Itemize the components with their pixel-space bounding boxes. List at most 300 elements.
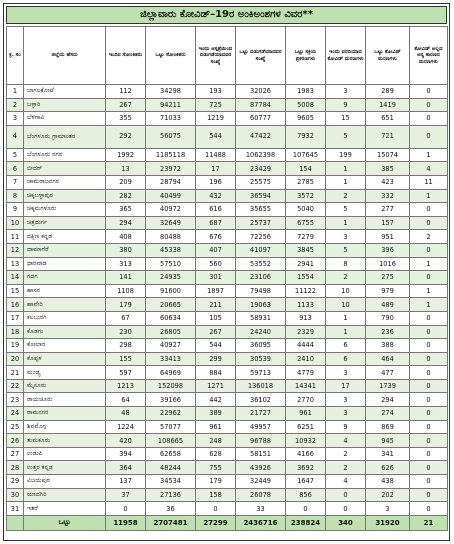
table-cell: 6: [326, 339, 366, 353]
table-cell: 209: [106, 175, 146, 189]
table-cell: 0: [410, 366, 448, 380]
district-name-cell: ಹಾಸನ: [24, 284, 106, 298]
table-cell: 107645: [286, 148, 326, 162]
table-row: [7, 339, 448, 353]
table-row: [7, 203, 448, 217]
table-cell: 23106: [236, 271, 286, 285]
table-cell: 12: [7, 243, 24, 257]
table-cell: 10932: [286, 434, 326, 448]
table-cell: 47422: [236, 125, 286, 148]
table-cell: 56075: [146, 125, 196, 148]
table-cell: 193: [196, 85, 236, 99]
table-cell: ಒಟ್ಟು: [24, 515, 106, 530]
table-row: [7, 243, 448, 257]
table-cell: 292: [106, 125, 146, 148]
table-cell: 43926: [236, 461, 286, 475]
table-cell: 137: [106, 475, 146, 489]
table-cell: 0: [326, 488, 366, 502]
district-name-cell: ದಾವಣಗೆರೆ: [24, 243, 106, 257]
table-cell: 49957: [236, 420, 286, 434]
table-cell: 14341: [286, 379, 326, 393]
table-cell: 11122: [286, 284, 326, 298]
column-header: ಕ್ರ. ಸಂ: [7, 27, 24, 85]
table-cell: 396: [366, 243, 410, 257]
table-row: [7, 447, 448, 461]
table-cell: 442: [196, 393, 236, 407]
table-cell: 10: [326, 284, 366, 298]
table-cell: 21727: [236, 407, 286, 421]
table-cell: 0: [410, 352, 448, 366]
table-cell: 10: [7, 216, 24, 230]
table-cell: 58931: [236, 311, 286, 325]
table-cell: 4: [410, 162, 448, 176]
table-cell: 25575: [236, 175, 286, 189]
table-cell: 96788: [236, 434, 286, 448]
table-cell: 238824: [286, 515, 326, 530]
district-name-cell: ಧಾರವಾಡ: [24, 257, 106, 271]
table-cell: 0: [410, 447, 448, 461]
table-row: [7, 461, 448, 475]
table-cell: 1: [326, 162, 366, 176]
table-cell: 4779: [286, 366, 326, 380]
district-name-cell: ವಿಜಯಪುರ: [24, 475, 106, 489]
table-row: [7, 298, 448, 312]
table-cell: 21: [7, 366, 24, 380]
table-row: [7, 175, 448, 189]
table-cell: 1: [326, 175, 366, 189]
table-cell: 4: [326, 475, 366, 489]
table-cell: 2: [326, 271, 366, 285]
table-cell: 10: [326, 298, 366, 312]
table-cell: 15: [7, 284, 24, 298]
table-cell: 17: [7, 311, 24, 325]
table-cell: 22962: [146, 407, 196, 421]
table-row: [7, 393, 448, 407]
table-cell: 275: [366, 271, 410, 285]
district-name-cell: ಕೊಡಗು: [24, 325, 106, 339]
table-cell: 407: [196, 243, 236, 257]
table-cell: 0: [410, 112, 448, 126]
table-cell: 1897: [196, 284, 236, 298]
district-name-cell: ಉಡುಪಿ: [24, 447, 106, 461]
table-row: [7, 502, 448, 516]
table-cell: 48244: [146, 461, 196, 475]
table-cell: 0: [410, 393, 448, 407]
table-cell: 0: [410, 216, 448, 230]
district-name-cell: ಉತ್ತರ ಕನ್ನಡ: [24, 461, 106, 475]
table-cell: 294: [366, 393, 410, 407]
table-cell: 67: [106, 311, 146, 325]
table-cell: 420: [106, 434, 146, 448]
table-cell: 36102: [236, 393, 286, 407]
table-cell: 3572: [286, 189, 326, 203]
table-cell: 3: [326, 393, 366, 407]
table-cell: 2770: [286, 393, 326, 407]
district-name-cell: ಚಾಮರಾಜನಗರ: [24, 175, 106, 189]
table-row: [7, 475, 448, 489]
table-cell: 72256: [236, 230, 286, 244]
table-cell: 961: [196, 420, 236, 434]
table-cell: 0: [196, 502, 236, 516]
table-cell: 15074: [366, 148, 410, 162]
table-cell: 0: [410, 85, 448, 99]
district-name-cell: ಬಾಗಲಕೋಟೆ: [24, 85, 106, 99]
table-cell: 32026: [236, 85, 286, 99]
table-cell: 597: [106, 366, 146, 380]
table-cell: 31920: [366, 515, 410, 530]
table-cell: 267: [106, 98, 146, 112]
table-cell: 25: [7, 420, 24, 434]
table-cell: 79498: [236, 284, 286, 298]
table-cell: 0: [410, 339, 448, 353]
table-cell: 1213: [106, 379, 146, 393]
column-header: ಒಟ್ಟು ಕೋವಿಡ್ ಮರಣಗಳು: [366, 27, 410, 85]
table-cell: 34534: [146, 475, 196, 489]
table-cell: 0: [286, 502, 326, 516]
table-cell: 16: [7, 298, 24, 312]
district-name-cell: ಯಾದಗಿರಿ: [24, 488, 106, 502]
table-cell: 277: [366, 203, 410, 217]
table-cell: 394: [106, 447, 146, 461]
table-row: [7, 125, 448, 148]
table-cell: 40499: [146, 189, 196, 203]
district-name-cell: ಕೋಲಾರ: [24, 339, 106, 353]
table-cell: 26078: [236, 488, 286, 502]
table-cell: 313: [106, 257, 146, 271]
table-cell: 60777: [236, 112, 286, 126]
table-cell: 45338: [146, 243, 196, 257]
district-name-cell: ಗದಗ: [24, 271, 106, 285]
table-cell: 2410: [286, 352, 326, 366]
table-cell: 141: [106, 271, 146, 285]
table-cell: 62658: [146, 447, 196, 461]
district-name-cell: ಮಂಡ್ಯ: [24, 366, 106, 380]
table-cell: 112: [106, 85, 146, 99]
table-cell: 40972: [146, 203, 196, 217]
column-header: ಜಿಲ್ಲೆಯ ಹೆಸರು: [24, 27, 106, 85]
table-cell: 0: [410, 243, 448, 257]
table-cell: 27: [7, 447, 24, 461]
table-cell: 1647: [286, 475, 326, 489]
table-row: [7, 85, 448, 99]
table-cell: 1: [326, 325, 366, 339]
table-cell: 94211: [146, 98, 196, 112]
table-row: [7, 434, 448, 448]
table-cell: 34298: [146, 85, 196, 99]
district-name-cell: ಇತರೆ: [24, 502, 106, 516]
table-cell: 1554: [286, 271, 326, 285]
district-name-cell: ರಾಮನಗರ: [24, 407, 106, 421]
table-cell: 36594: [236, 189, 286, 203]
table-cell: 24240: [236, 325, 286, 339]
table-cell: 1271: [196, 379, 236, 393]
table-cell: 211: [196, 298, 236, 312]
table-cell: 1: [410, 284, 448, 298]
table-cell: 154: [286, 162, 326, 176]
district-name-cell: ಬೀದರ್: [24, 162, 106, 176]
table-cell: 388: [366, 339, 410, 353]
table-cell: 11958: [106, 515, 146, 530]
table-cell: 28794: [146, 175, 196, 189]
table-cell: 152098: [146, 379, 196, 393]
table-cell: 7932: [286, 125, 326, 148]
table-cell: 856: [286, 488, 326, 502]
table-cell: 19063: [236, 298, 286, 312]
table-cell: 289: [366, 85, 410, 99]
table-cell: 1419: [366, 98, 410, 112]
table-cell: 11: [7, 230, 24, 244]
table-cell: 24: [7, 407, 24, 421]
table-cell: 4444: [286, 339, 326, 353]
table-cell: 36: [146, 502, 196, 516]
table-cell: 340: [326, 515, 366, 530]
table-cell: 489: [366, 298, 410, 312]
table-row: [7, 488, 448, 502]
table-body: [7, 85, 448, 516]
table-cell: 2: [326, 447, 366, 461]
table-row: [7, 112, 448, 126]
table-cell: 5: [7, 148, 24, 162]
table-cell: 57510: [146, 257, 196, 271]
table-cell: 2: [326, 189, 366, 203]
table-cell: 2329: [286, 325, 326, 339]
table-cell: 2707481: [146, 515, 196, 530]
table-cell: 3845: [286, 243, 326, 257]
district-name-cell: ಮೈಸೂರು: [24, 379, 106, 393]
table-cell: 2785: [286, 175, 326, 189]
district-name-cell: ಚಿತ್ರದುರ್ಗ: [24, 216, 106, 230]
table-cell: 1: [326, 216, 366, 230]
table-cell: 21: [410, 515, 448, 530]
table-cell: 464: [366, 352, 410, 366]
column-header: ಇಂದು ವರದಿಯಾದ ಕೋವಿಡ್ ಮರಣಗಳು: [326, 27, 366, 85]
table-cell: 951: [366, 230, 410, 244]
table-cell: 961: [286, 407, 326, 421]
table-cell: 380: [106, 243, 146, 257]
table-cell: 389: [196, 407, 236, 421]
table-cell: 299: [196, 352, 236, 366]
table-cell: 869: [366, 420, 410, 434]
district-name-cell: ಚಿಕ್ಕಬಳ್ಳಾಪುರ: [24, 189, 106, 203]
column-header: ಇಂದು ಆಸ್ಪತ್ರೆಯಿಂದ ಬಿಡುಗಡೆಯಾದವರ ಸಂಖ್ಯೆ: [196, 27, 236, 85]
table-cell: 2: [7, 98, 24, 112]
table-cell: 884: [196, 366, 236, 380]
table-cell: 179: [196, 475, 236, 489]
district-name-cell: ಬೆಂಗಳೂರು ನಗರ: [24, 148, 106, 162]
table-cell: 1992: [106, 148, 146, 162]
table-cell: 59713: [236, 366, 286, 380]
table-cell: 3: [366, 502, 410, 516]
table-cell: 3: [326, 407, 366, 421]
table-cell: 36095: [236, 339, 286, 353]
table-cell: 0: [326, 502, 366, 516]
table-cell: 0: [410, 461, 448, 475]
table-cell: 5: [326, 203, 366, 217]
district-name-cell: ರಾಯಚೂರು: [24, 393, 106, 407]
table-cell: 0: [410, 203, 448, 217]
column-header: ಕೋವಿಡ್ ಅಲ್ಲದ ಅನ್ಯ ಕಾರಣದ ಮರಣಗಳು: [410, 27, 448, 85]
table-cell: 71033: [146, 112, 196, 126]
column-header: ಒಟ್ಟು ಸೋಂಕಿತರು: [146, 27, 196, 85]
page-title: ಜಿಲ್ಲಾವಾರು ಕೋವಿಡ್–19ರ ಅಂಕಿಅಂಶಗಳ ವಿವರ**: [6, 6, 447, 24]
table-cell: 22: [7, 379, 24, 393]
table-cell: 385: [366, 162, 410, 176]
table-cell: 80488: [146, 230, 196, 244]
table-cell: 1185118: [146, 148, 196, 162]
table-cell: 5: [326, 125, 366, 148]
table-cell: 20: [7, 352, 24, 366]
table-cell: 26805: [146, 325, 196, 339]
table-cell: 53552: [236, 257, 286, 271]
table-cell: 27299: [196, 515, 236, 530]
district-name-cell: ಬಳ್ಳಾರಿ: [24, 98, 106, 112]
table-cell: 1: [410, 148, 448, 162]
table-cell: 0: [410, 311, 448, 325]
table-cell: 0: [410, 420, 448, 434]
table-row: [7, 366, 448, 380]
table-cell: 0: [410, 502, 448, 516]
table-cell: 158: [196, 488, 236, 502]
table-cell: 199: [326, 148, 366, 162]
table-cell: 364: [106, 461, 146, 475]
column-header: ಇಂದಿನ ಸೋಂಕಿತರು: [106, 27, 146, 85]
table-cell: 341: [366, 447, 410, 461]
table-cell: 294: [106, 216, 146, 230]
totals-row: [7, 515, 448, 530]
table-cell: 945: [366, 434, 410, 448]
table-cell: 17: [326, 379, 366, 393]
table-cell: 20665: [146, 298, 196, 312]
table-cell: 3: [326, 85, 366, 99]
table-cell: 408: [106, 230, 146, 244]
table-row: [7, 407, 448, 421]
table-cell: 1983: [286, 85, 326, 99]
table-cell: 27136: [146, 488, 196, 502]
district-name-cell: ಶಿವಮೊಗ್ಗ: [24, 420, 106, 434]
table-cell: 60634: [146, 311, 196, 325]
table-cell: 58151: [236, 447, 286, 461]
table-cell: 267: [196, 325, 236, 339]
table-row: [7, 148, 448, 162]
table-cell: 2436716: [236, 515, 286, 530]
table-row: [7, 216, 448, 230]
table-cell: 33: [236, 502, 286, 516]
table-cell: 1062398: [236, 148, 286, 162]
table-cell: 7: [7, 175, 24, 189]
table-cell: 30: [7, 488, 24, 502]
table-cell: 87784: [236, 98, 286, 112]
table-row: [7, 325, 448, 339]
table-cell: 355: [106, 112, 146, 126]
table-cell: 687: [196, 216, 236, 230]
table-cell: 3692: [286, 461, 326, 475]
table-cell: 8: [326, 257, 366, 271]
table-cell: 979: [366, 284, 410, 298]
table-cell: 11488: [196, 148, 236, 162]
table-cell: 721: [366, 125, 410, 148]
table-cell: 202: [366, 488, 410, 502]
table-cell: 7279: [286, 230, 326, 244]
table-cell: 0: [410, 379, 448, 393]
table-cell: 298: [106, 339, 146, 353]
table-cell: 332: [366, 189, 410, 203]
table-cell: 274: [366, 407, 410, 421]
table-cell: 3: [7, 112, 24, 126]
table-cell: 37: [106, 488, 146, 502]
table-cell: 11: [410, 175, 448, 189]
table-cell: 9: [326, 420, 366, 434]
table-cell: 1016: [366, 257, 410, 271]
table-cell: 365: [106, 203, 146, 217]
table-cell: 5008: [286, 98, 326, 112]
table-cell: 13: [106, 162, 146, 176]
table-cell: 2: [410, 230, 448, 244]
table-cell: 19: [7, 339, 24, 353]
table-cell: 41097: [236, 243, 286, 257]
table-row: [7, 311, 448, 325]
table-cell: 23429: [236, 162, 286, 176]
table-row: [7, 98, 448, 112]
table-cell: 33413: [146, 352, 196, 366]
table-cell: 28: [7, 461, 24, 475]
district-name-cell: ಕಲಬುರಗಿ: [24, 311, 106, 325]
table-cell: 14: [7, 271, 24, 285]
table-cell: 155: [106, 352, 146, 366]
table-cell: 64969: [146, 366, 196, 380]
table-cell: 15: [326, 112, 366, 126]
table-cell: 5040: [286, 203, 326, 217]
table-cell: 32649: [146, 216, 196, 230]
table-cell: 5: [326, 243, 366, 257]
table-row: [7, 189, 448, 203]
table-cell: 32449: [236, 475, 286, 489]
table-cell: 651: [366, 112, 410, 126]
table-cell: [7, 515, 24, 530]
table-cell: 17: [196, 162, 236, 176]
table-cell: 1: [326, 311, 366, 325]
district-name-cell: ಬೆಳಗಾವಿ: [24, 112, 106, 126]
table-cell: 23972: [146, 162, 196, 176]
table-cell: 64: [106, 393, 146, 407]
table-cell: 2: [326, 461, 366, 475]
table-cell: 23: [7, 393, 24, 407]
table-cell: 0: [410, 125, 448, 148]
table-cell: 1: [410, 257, 448, 271]
table-row: [7, 230, 448, 244]
table-cell: 6: [7, 162, 24, 176]
table-cell: 0: [410, 488, 448, 502]
table-cell: 9: [326, 98, 366, 112]
table-cell: 91600: [146, 284, 196, 298]
table-cell: 1219: [196, 112, 236, 126]
table-cell: 29: [7, 475, 24, 489]
table-cell: 438: [366, 475, 410, 489]
table-cell: 1133: [286, 298, 326, 312]
table-row: [7, 284, 448, 298]
table-cell: 1: [7, 85, 24, 99]
table-cell: 432: [196, 189, 236, 203]
table-cell: 1739: [366, 379, 410, 393]
table-cell: 3: [326, 230, 366, 244]
table-cell: 1108: [106, 284, 146, 298]
table-cell: 628: [196, 447, 236, 461]
header-row: [7, 27, 448, 85]
district-name-cell: ದಕ್ಷಿಣ ಕನ್ನಡ: [24, 230, 106, 244]
table-cell: 477: [366, 366, 410, 380]
table-cell: 24935: [146, 271, 196, 285]
table-cell: 2941: [286, 257, 326, 271]
table-row: [7, 257, 448, 271]
